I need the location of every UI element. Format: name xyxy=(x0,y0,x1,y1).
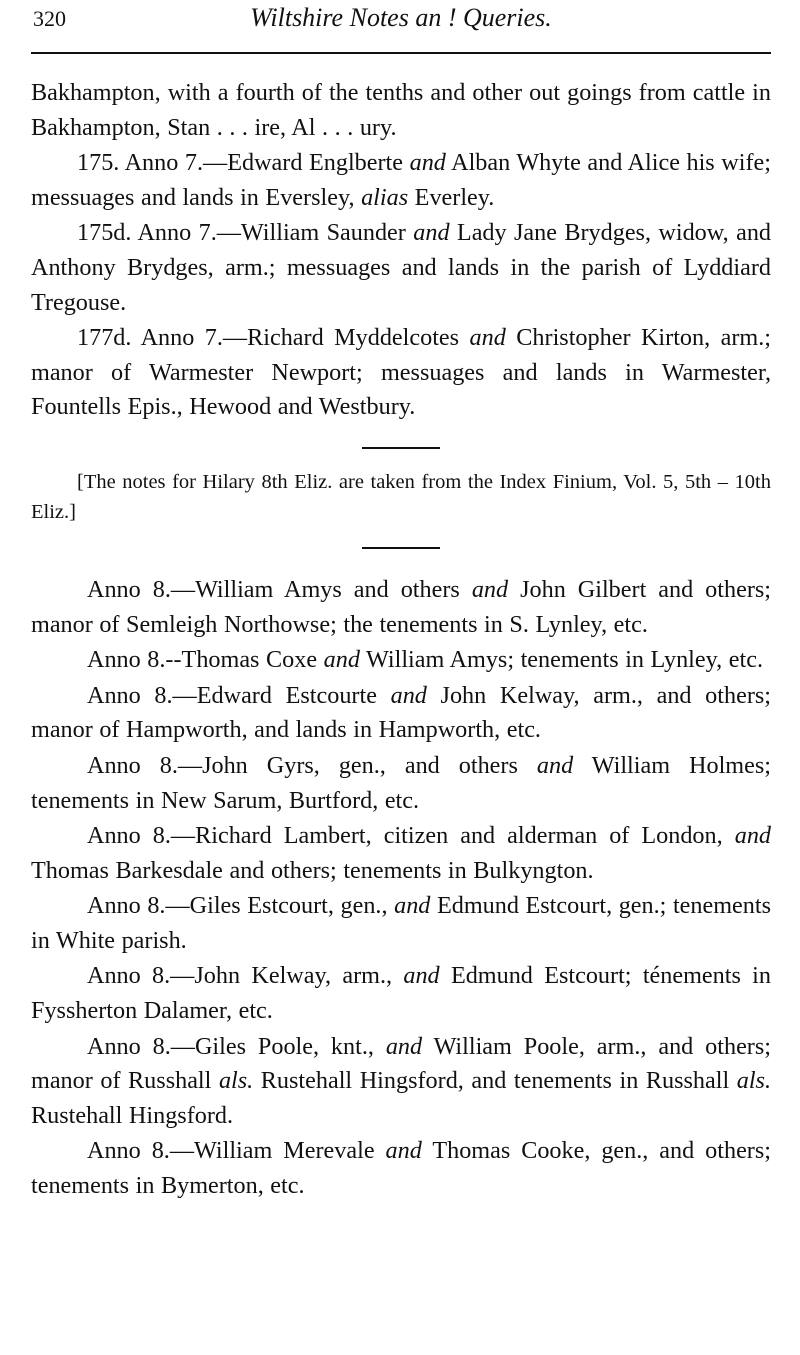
entry-and: and xyxy=(734,822,771,850)
entry-anno-8 xyxy=(31,889,771,958)
entry-and: and xyxy=(385,1137,422,1165)
entry-als: als. xyxy=(218,1067,254,1095)
entry-rest: Lady Jane Brydges, widow, and Anthony Brydges, arm.; messuages and lands in the parish of Lyddiard Tregouse. xyxy=(31,219,772,316)
entry-after: William Amys; tenements in Lynley, etc. xyxy=(366,646,763,674)
entry-and: and xyxy=(390,681,427,709)
entry-anno-8 xyxy=(31,1030,771,1134)
entry-anno-8 xyxy=(31,819,771,888)
entry-before: Anno 8.--Thomas Coxe xyxy=(87,646,318,674)
entry-rest: Christopher Kirton, arm.; manor of Warmester Newport; messuages and lands in Warmester, Fountells Epis., Hewood and Westbury. xyxy=(31,324,771,421)
entry-and: and xyxy=(385,1032,423,1060)
entry-after-2: Rustehall Hingsford, and tenements in Russhall xyxy=(260,1067,730,1095)
page-body xyxy=(31,76,771,1204)
entry-before: Anno 8.—Giles Estcourt, gen., xyxy=(87,892,388,920)
section-divider-bottom xyxy=(362,547,440,549)
entry-and: and xyxy=(409,149,446,177)
entry-anno-8 xyxy=(31,1134,771,1203)
entry-and: and xyxy=(323,646,360,674)
entry-after: William Poole, arm., and others; manor of Russhall xyxy=(31,1032,771,1095)
entry-anno-8 xyxy=(31,749,771,818)
entry-before: Anno 8.—Richard Lambert, citizen and alderman of London, xyxy=(87,822,723,850)
paragraph-175 xyxy=(31,146,771,215)
entry-after: Edmund Estcourt, gen.; tenements in White parish. xyxy=(31,892,772,954)
entry-alias: alias xyxy=(361,183,409,211)
paragraph-continuation xyxy=(31,76,771,145)
entry-before: Anno 8.—John Kelway, arm., xyxy=(87,962,393,990)
entry-and: and xyxy=(469,324,506,352)
paragraph-175d xyxy=(31,216,771,320)
entry-anno-8 xyxy=(31,643,771,678)
entry-and: and xyxy=(413,219,450,247)
entry-and: and xyxy=(394,892,431,920)
entry-and: and xyxy=(403,962,440,990)
entry-after: John Gilbert and others; manor of Semleigh Northowse; the tenements in S. Lynley, etc. xyxy=(31,575,772,638)
entry-before: Anno 8.—Giles Poole, knt., xyxy=(87,1032,374,1060)
entry-after: Edmund Estcourt; ténements in Fyssherton Dalamer, etc. xyxy=(31,962,771,1025)
entry-anno-8 xyxy=(31,679,771,748)
entry-and: and xyxy=(536,751,574,779)
entry-after: Thomas Barkesdale and others; tenements in Bulkyngton. xyxy=(31,856,594,884)
entry-anno: Anno 7.—Richard Myddelcotes xyxy=(140,324,460,352)
journal-title: Wiltshire Notes an ! Queries. xyxy=(250,3,552,32)
paragraph-177d xyxy=(31,321,771,425)
entry-before: Anno 8.—William Amys and others xyxy=(87,575,460,603)
entry-after: William Holmes; tenements in New Sarum, Burtford, etc. xyxy=(31,751,771,814)
entry-anno-8 xyxy=(31,573,771,642)
entry-rest: Alban Whyte and Alice his wife; messuages and lands in Eversley, xyxy=(31,149,771,211)
entry-anno: Anno 7.—Edward Englberte xyxy=(124,149,404,177)
entry-number: 175. xyxy=(77,149,120,177)
entry-anno: Anno 7.—William Saunder xyxy=(137,219,406,247)
page-number: 320 xyxy=(33,6,66,31)
entry-before: Anno 8.—William Merevale xyxy=(87,1137,375,1165)
paragraph-text: Bakhampton, with a fourth of the tenths and other out goings from cattle in Bakhampton, Stan . . . ire, Al . . . ury. xyxy=(31,79,771,141)
running-head xyxy=(31,0,771,54)
entry-before: Anno 8.—Edward Estcourte xyxy=(87,681,377,709)
entry-tail: Everley. xyxy=(414,183,495,211)
entry-number: 175d. xyxy=(77,219,132,247)
entry-after: Thomas Cooke, gen., and others; tenements in Bymerton, etc. xyxy=(31,1137,771,1200)
entry-after-3: Rustehall Hingsford. xyxy=(31,1101,234,1129)
entry-and: and xyxy=(471,575,509,603)
book-page xyxy=(31,0,771,1355)
section-divider-top xyxy=(362,447,440,449)
entry-before: Anno 8.—John Gyrs, gen., and others xyxy=(87,751,518,779)
entry-after: John Kelway, arm., and others; manor of Hampworth, and lands in Hampworth, etc. xyxy=(31,681,772,744)
entry-anno-8 xyxy=(31,959,771,1028)
entry-als: als. xyxy=(736,1067,772,1095)
editorial-note: [The notes for Hilary 8th Eliz. are taken from the Index Finium, Vol. 5, 5th – 10th Eliz.] xyxy=(31,470,771,523)
entry-number: 177d. xyxy=(77,324,132,352)
